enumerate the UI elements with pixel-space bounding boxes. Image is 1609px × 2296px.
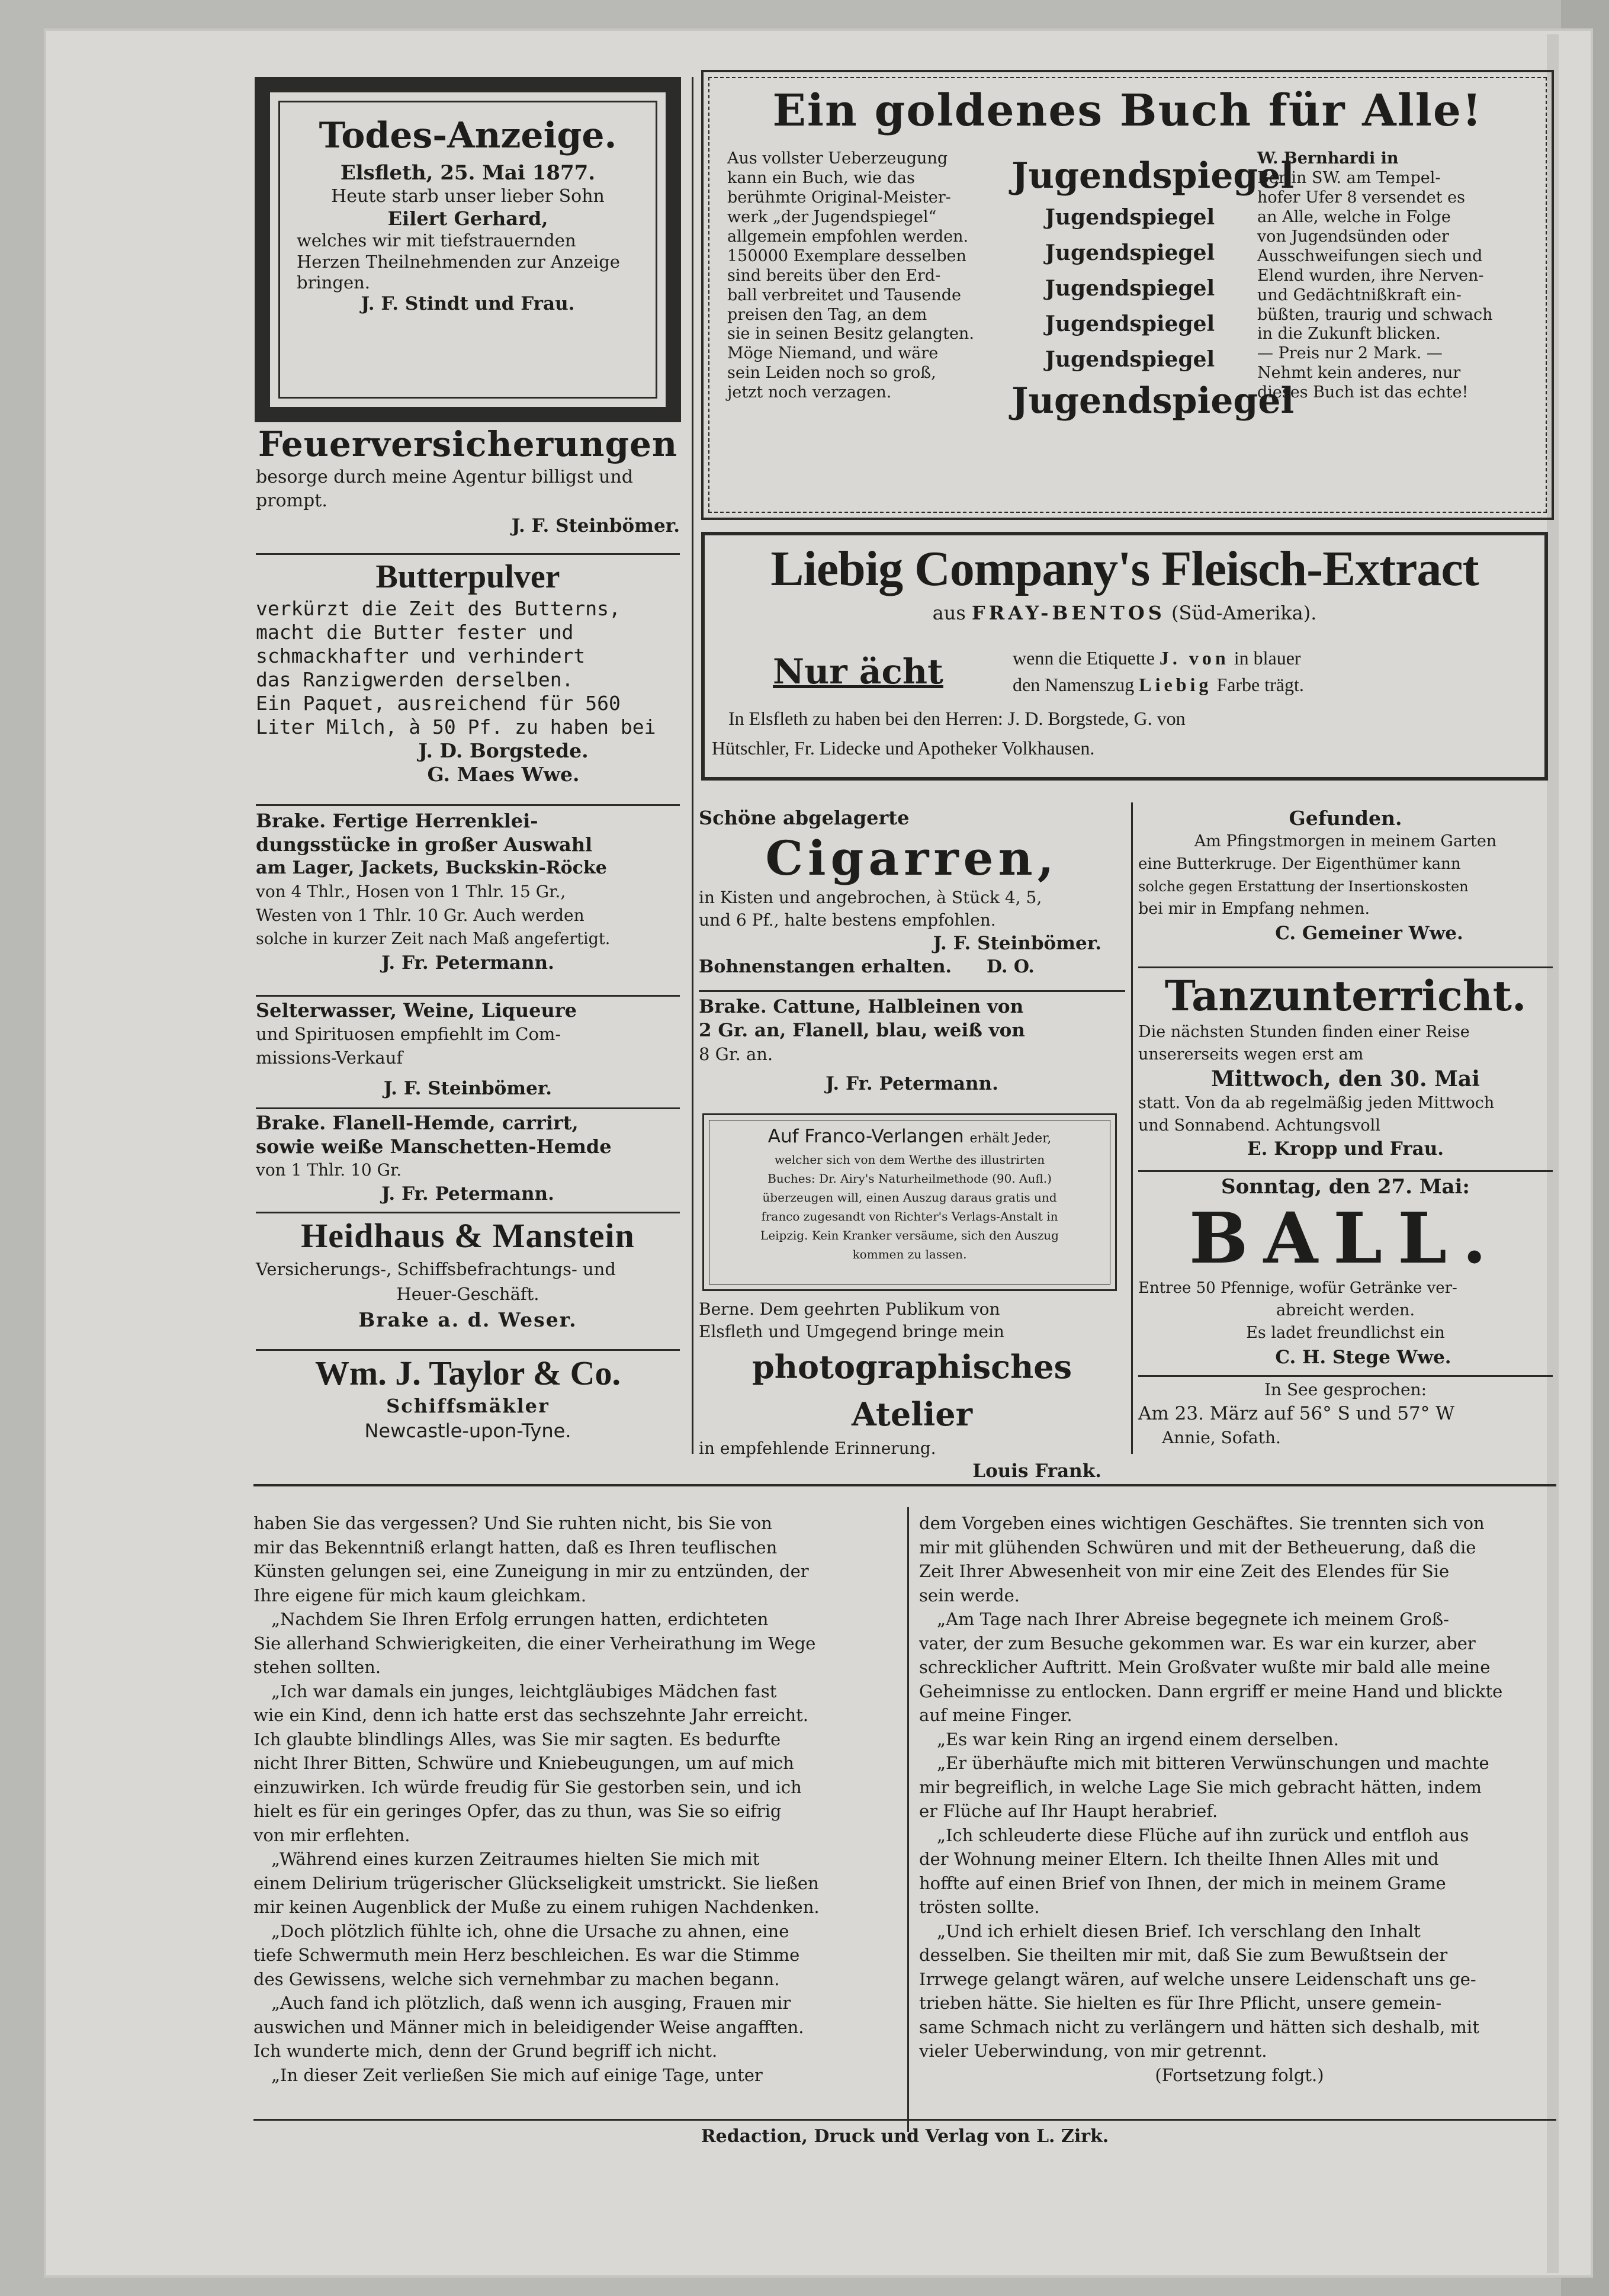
golden-book-left-line: sind bereits über den Erd- bbox=[727, 266, 941, 285]
golden-book-left-line: berühmte Original-Meister- bbox=[727, 188, 951, 207]
story-line: „Doch plötzlich fühlte ich, ohne die Ursache zu ahnen, eine bbox=[271, 1921, 789, 1941]
story-line: desselben. Sie theilten mir mit, daß Sie zum Bewußtsein der bbox=[919, 1945, 1448, 1965]
golden-book-right-line: in die Zukunft blicken. bbox=[1257, 325, 1441, 343]
story-line: „Und ich erhielt diesen Brief. Ich verschlang den Inhalt bbox=[937, 1921, 1421, 1941]
ad-divider bbox=[1138, 966, 1553, 968]
dance-lessons-line: statt. Von da ab regelmäßig jeden Mittwoch bbox=[1138, 1094, 1495, 1112]
golden-book-center-title: Jugendspiegel bbox=[1011, 380, 1295, 422]
golden-book-ad bbox=[701, 70, 1554, 520]
cigars-ad bbox=[699, 807, 1125, 990]
cigars-title: Cigarren, bbox=[765, 830, 1059, 887]
at-sea-title: In See gesprochen: bbox=[1264, 1380, 1427, 1399]
dance-lessons-date: Mittwoch, den 30. Mai bbox=[1211, 1067, 1480, 1091]
cotton-line: 8 Gr. an. bbox=[699, 1044, 773, 1064]
franco-title-line bbox=[722, 1125, 1097, 1150]
story-line: dem Vorgeben eines wichtigen Geschäftes. Sie trennten sich von bbox=[919, 1513, 1485, 1533]
menswear-line: dungsstücke in großer Auswahl bbox=[256, 833, 593, 856]
dance-lessons-line: Die nächsten Stunden finden einer Reise bbox=[1138, 1023, 1470, 1041]
heidhaus-manstein-line: Heuer-Geschäft. bbox=[396, 1284, 539, 1304]
mineral-water-ad bbox=[256, 998, 680, 1111]
menswear-line: Westen von 1 Thlr. 10 Gr. Auch werden bbox=[256, 905, 584, 925]
story-line: einzuwirken. Ich würde freudig für Sie gestorben sein, und ich bbox=[253, 1777, 802, 1797]
dance-lessons-ad bbox=[1138, 971, 1553, 1167]
found-ad bbox=[1138, 807, 1553, 966]
golden-book-right-line: W. Bernhardi in bbox=[1257, 149, 1399, 168]
story-line: tiefe Schwermuth mein Herz beschleichen. Es war die Stimme bbox=[253, 1945, 800, 1965]
franco-line: Buches: Dr. Airy's Naturheilmethode (90. Aufl.) bbox=[767, 1171, 1052, 1186]
story-line: mir begreiflich, in welche Lage Sie mich gebracht hätten, indem bbox=[919, 1777, 1482, 1797]
ball-signature: C. H. Stege Wwe. bbox=[1275, 1347, 1451, 1368]
death-notice-name: Eilert Gerhard, bbox=[387, 207, 548, 230]
death-notice-line: welches wir mit tiefstrauernden bbox=[297, 230, 576, 251]
menswear-line: Brake. Fertige Herrenklei- bbox=[256, 810, 538, 832]
story-line: Zeit Ihrer Abwesenheit von mir eine Zeit des Elendes für Sie bbox=[919, 1561, 1450, 1581]
golden-book-center-item: Jugendspiegel bbox=[1045, 205, 1215, 230]
menswear-signature: J. Fr. Petermann. bbox=[381, 952, 554, 974]
story-line: nicht Ihrer Bitten, Schwüre und Kniebeugungen, um auf mich bbox=[253, 1753, 794, 1773]
golden-book-title: Ein goldenes Buch für Alle! bbox=[772, 85, 1483, 136]
butter-powder-line: Liter Milch, à 50 Pf. zu haben bei bbox=[256, 715, 656, 739]
taylor-ad bbox=[256, 1353, 680, 1459]
golden-book-left-line: jetzt noch verzagen. bbox=[727, 383, 892, 402]
golden-book-center-item: Jugendspiegel bbox=[1045, 276, 1215, 301]
golden-book-left-text bbox=[727, 149, 1006, 403]
fire-insurance-ad bbox=[256, 423, 680, 548]
section-divider bbox=[253, 1484, 1556, 1486]
golden-book-left-line: sie in seinen Besitz gelangten. bbox=[727, 325, 974, 343]
butter-powder-line: das Ranzigwerden derselben. bbox=[256, 668, 574, 692]
butter-powder-seller: G. Maes Wwe. bbox=[427, 763, 580, 786]
found-line: Am Pfingstmorgen in meinem Garten bbox=[1194, 832, 1497, 850]
golden-book-left-line: preisen den Tag, an dem bbox=[727, 305, 927, 324]
golden-book-right-line: — Preis nur 2 Mark. — bbox=[1257, 344, 1443, 363]
liebig-origin bbox=[705, 602, 1544, 625]
liebig-line bbox=[1013, 673, 1304, 696]
flannel-shirt-ad bbox=[256, 1111, 680, 1212]
photo-studio-signature: Louis Frank. bbox=[972, 1460, 1101, 1482]
story-line: schrecklicher Auftritt. Mein Großvater wußte mir bald alle meine bbox=[919, 1657, 1491, 1677]
menswear-line: von 4 Thlr., Hosen von 1 Thlr. 15 Gr., bbox=[256, 882, 566, 901]
butter-powder-title: Butterpulver bbox=[375, 558, 560, 595]
story-right-column bbox=[919, 1511, 1560, 2087]
liebig-line: In Elsfleth zu haben bei den Herren: J. D. Borgstede, G. von bbox=[728, 708, 1186, 729]
franco-title: Auf Franco-Verlangen bbox=[767, 1126, 964, 1147]
bean-poles-line bbox=[699, 955, 1125, 979]
cotton-line: Brake. Cattune, Halbleinen von bbox=[699, 996, 1024, 1017]
ball-line: Entree 50 Pfennige, wofür Getränke ver- bbox=[1138, 1279, 1457, 1297]
liebig-nur-aecht: Nur ächt bbox=[773, 651, 943, 692]
cotton-signature: J. Fr. Petermann. bbox=[826, 1073, 998, 1094]
ball-title: BALL. bbox=[1189, 1197, 1502, 1279]
golden-book-right-line: dieses Buch ist das echte! bbox=[1257, 383, 1469, 402]
story-line: mir keinen Augenblick der Muße zu einem ruhigen Nachdenken. bbox=[253, 1897, 820, 1917]
story-line: wie ein Kind, denn ich hatte erst das sechszehnte Jahr erreicht. bbox=[253, 1705, 808, 1725]
menswear-line: am Lager, Jackets, Buckskin-Röcke bbox=[256, 858, 607, 878]
dance-lessons-line: unsererseits wegen erst am bbox=[1138, 1045, 1364, 1064]
story-left-column bbox=[253, 1511, 894, 2087]
photo-studio-line: Elsfleth und Umgegend bringe mein bbox=[699, 1322, 1004, 1341]
story-line: auf meine Finger. bbox=[919, 1705, 1072, 1725]
story-line: trieben hätte. Sie hielten es für Ihre Pflicht, unsere gemein- bbox=[919, 1993, 1442, 2013]
footer-divider bbox=[253, 2119, 1556, 2121]
story-line: von mir erflehten. bbox=[253, 1825, 410, 1845]
golden-book-right-line: Ausschweifungen siech und bbox=[1257, 246, 1483, 265]
ball-line: abreicht werden. bbox=[1276, 1301, 1415, 1319]
death-notice-line: Herzen Theilnehmenden zur Anzeige bbox=[297, 251, 620, 272]
found-title: Gefunden. bbox=[1289, 807, 1402, 830]
butter-powder-seller: J. D. Borgstede. bbox=[418, 739, 589, 763]
story-line: trösten sollte. bbox=[919, 1897, 1040, 1917]
story-line: Irrwege gelangt wären, auf welche unsere Leidenschaft uns ge- bbox=[919, 1969, 1476, 1989]
story-line: „Auch fand ich plötzlich, daß wenn ich ausging, Frauen mir bbox=[271, 1993, 791, 2013]
mineral-water-line: missions-Verkauf bbox=[256, 1048, 403, 1068]
story-line: „Am Tage nach Ihrer Abreise begegnete ich meinem Groß- bbox=[937, 1609, 1449, 1629]
story-continued: (Fortsetzung folgt.) bbox=[1155, 2064, 1324, 2085]
cigars-line: und 6 Pf., halte bestens empfohlen. bbox=[699, 910, 996, 930]
found-signature: C. Gemeiner Wwe. bbox=[1275, 923, 1463, 944]
story-line: vieler Ueberwindung, von mir getrennt. bbox=[919, 2041, 1267, 2061]
taylor-place: Newcastle-upon-Tyne. bbox=[364, 1420, 571, 1442]
story-line: stehen sollten. bbox=[253, 1657, 381, 1677]
liebig-line-part: Liebig bbox=[1139, 674, 1212, 695]
franco-line: franco zugesandt von Richter's Verlags-Anstalt in bbox=[761, 1209, 1058, 1224]
column-divider bbox=[692, 77, 693, 1454]
mineral-water-signature: J. F. Steinbömer. bbox=[383, 1078, 553, 1099]
dance-lessons-signature: E. Kropp und Frau. bbox=[1247, 1138, 1444, 1160]
heidhaus-manstein-place: Brake a. d. Weser. bbox=[358, 1308, 577, 1331]
death-notice-date: Elsfleth, 25. Mai 1877. bbox=[340, 161, 596, 185]
liebig-line-part: Farbe trägt. bbox=[1216, 674, 1304, 695]
bean-poles-signature: D. O. bbox=[987, 956, 1035, 978]
imprint-footer: Redaction, Druck und Verlag von L. Zirk. bbox=[701, 2126, 1109, 2147]
golden-book-left-line: Aus vollster Ueberzeugung bbox=[727, 149, 948, 168]
liebig-line-part: in blauer bbox=[1234, 647, 1301, 669]
golden-book-center-item: Jugendspiegel bbox=[1045, 347, 1215, 372]
story-line: sein werde. bbox=[919, 1585, 1020, 1605]
ad-divider bbox=[1138, 1375, 1553, 1377]
flannel-shirt-line: Brake. Flanell-Hemde, carrirt, bbox=[256, 1112, 579, 1134]
butter-powder-ad bbox=[256, 557, 680, 799]
menswear-ad bbox=[256, 809, 680, 987]
butter-powder-line: schmackhafter und verhindert bbox=[256, 644, 586, 668]
liebig-origin-suffix: (Süd-Amerika). bbox=[1171, 602, 1317, 624]
story-line: er Flüche auf Ihr Haupt herabrief. bbox=[919, 1801, 1218, 1821]
liebig-line-part: wenn die Etiquette bbox=[1013, 647, 1155, 669]
butter-powder-line: Ein Paquet, ausreichend für 560 bbox=[256, 692, 621, 715]
ad-divider bbox=[256, 1349, 680, 1351]
story-line: vater, der zum Besuche gekommen war. Es war ein kurzer, aber bbox=[919, 1633, 1476, 1653]
story-line: Sie allerhand Schwierigkeiten, die einer Verheirathung im Wege bbox=[253, 1633, 816, 1653]
ad-divider bbox=[699, 990, 1125, 992]
story-line: „Es war kein Ring an irgend einem derselben. bbox=[937, 1729, 1339, 1749]
photo-studio-ad bbox=[699, 1298, 1125, 1482]
story-line: Geheimnisse zu entlocken. Dann ergriff er meine Hand und blickte bbox=[919, 1681, 1503, 1701]
at-sea-line: Am 23. März auf 56° S und 57° W bbox=[1138, 1403, 1454, 1424]
golden-book-left-line: sein Leiden noch so groß, bbox=[727, 364, 936, 383]
death-notice-line: Heute starb unser lieber Sohn bbox=[331, 185, 605, 207]
golden-book-right-line: büßten, traurig und schwach bbox=[1257, 305, 1493, 324]
franco-line: überzeugen will, einen Auszug daraus gratis und bbox=[762, 1190, 1057, 1205]
story-line: Künsten gelungen sei, eine Zuneigung in mir zu entzünden, der bbox=[253, 1561, 809, 1581]
flannel-shirt-line: von 1 Thlr. 10 Gr. bbox=[256, 1160, 402, 1180]
photo-studio-line: Berne. Dem geehrten Publikum von bbox=[699, 1299, 1000, 1319]
franco-title-suffix: erhält Jeder, bbox=[969, 1131, 1052, 1146]
story-line: des Gewissens, welche sich vernehmbar zu machen begann. bbox=[253, 1969, 780, 1989]
mineral-water-line: und Spirituosen empfiehlt im Com- bbox=[256, 1024, 561, 1044]
death-notice-title: Todes-Anzeige. bbox=[319, 115, 617, 156]
column-divider bbox=[1131, 802, 1133, 1454]
golden-book-center-item: Jugendspiegel bbox=[1045, 312, 1215, 336]
ad-divider bbox=[256, 804, 680, 806]
ad-divider bbox=[1138, 1170, 1553, 1172]
heidhaus-manstein-ad bbox=[256, 1215, 680, 1351]
golden-book-left-line: kann ein Buch, wie das bbox=[727, 168, 915, 187]
ball-line: Es ladet freundlichst ein bbox=[1246, 1324, 1445, 1342]
ad-divider bbox=[256, 1107, 680, 1109]
butter-powder-line: macht die Butter fester und bbox=[256, 621, 574, 644]
golden-book-left-line: 150000 Exemplare desselben bbox=[727, 246, 966, 265]
liebig-line: Hütschler, Fr. Lidecke und Apotheker Volkhausen. bbox=[712, 737, 1095, 759]
liebig-line-part: den Namenszug bbox=[1013, 674, 1135, 695]
heidhaus-manstein-title: Heidhaus & Manstein bbox=[301, 1216, 635, 1255]
liebig-line bbox=[1013, 647, 1301, 670]
golden-book-left-line: werk „der Jugendspiegel“ bbox=[727, 207, 937, 226]
ad-divider bbox=[256, 995, 680, 997]
ball-date: Sonntag, den 27. Mai: bbox=[1221, 1175, 1470, 1199]
golden-book-center-item: Jugendspiegel bbox=[1045, 240, 1215, 265]
death-notice-ad bbox=[255, 77, 681, 422]
fire-insurance-title: Feuerversicherungen bbox=[258, 424, 678, 464]
dance-lessons-line: und Sonnabend. Achtungsvoll bbox=[1138, 1116, 1380, 1135]
franco-ad bbox=[702, 1113, 1117, 1291]
butter-powder-line: verkürzt die Zeit des Butterns, bbox=[256, 597, 621, 621]
story-line: „Nachdem Sie Ihren Erfolg errungen hatten, erdichteten bbox=[271, 1609, 769, 1629]
golden-book-right-line: an Alle, welche in Folge bbox=[1257, 207, 1451, 226]
golden-book-right-line: von Jugendsünden oder bbox=[1257, 227, 1449, 246]
bean-poles-text: Bohnenstangen erhalten. bbox=[699, 956, 952, 978]
mineral-water-line: Selterwasser, Weine, Liqueure bbox=[256, 999, 577, 1022]
photo-studio-title: photographisches Atelier bbox=[751, 1348, 1072, 1433]
heidhaus-manstein-line: Versicherungs-, Schiffsbefrachtungs- und bbox=[256, 1259, 616, 1279]
death-notice-line: bringen. bbox=[297, 272, 371, 293]
liebig-ad bbox=[701, 532, 1548, 781]
at-sea-line: Annie, Sofath. bbox=[1162, 1428, 1281, 1447]
story-line: mir mit glühenden Schwüren und mit der Betheuerung, daß die bbox=[919, 1537, 1476, 1558]
ball-ad bbox=[1138, 1174, 1553, 1375]
taylor-title: Wm. J. Taylor & Co. bbox=[314, 1354, 621, 1392]
golden-book-right-line: Nehmt kein anderes, nur bbox=[1257, 364, 1461, 383]
ad-divider bbox=[256, 1212, 680, 1213]
story-line: auswichen und Männer mich in beleidigender Weise angafften. bbox=[253, 2016, 804, 2037]
found-line: eine Butterkruge. Der Eigenthümer kann bbox=[1138, 855, 1461, 873]
golden-book-right-line: und Gedächtnißkraft ein- bbox=[1257, 285, 1462, 304]
golden-book-center-title: Jugendspiegel bbox=[1011, 155, 1295, 197]
golden-book-left-line: Möge Niemand, und wäre bbox=[727, 344, 939, 363]
cotton-ad bbox=[699, 995, 1125, 1107]
story-line: „Während eines kurzen Zeitraumes hielten Sie mich mit bbox=[271, 1849, 760, 1869]
golden-book-right-line: hofer Ufer 8 versendet es bbox=[1257, 188, 1465, 207]
franco-line: Leipzig. Kein Kranker versäume, sich den Auszug bbox=[760, 1228, 1059, 1242]
golden-book-right-line: Berlin SW. am Tempel- bbox=[1257, 168, 1441, 187]
found-line: bei mir in Empfang nehmen. bbox=[1138, 900, 1370, 918]
dance-lessons-title: Tanzunterricht. bbox=[1164, 971, 1527, 1020]
cotton-line: 2 Gr. an, Flanell, blau, weiß von bbox=[699, 1020, 1025, 1041]
story-line: der Wohnung meiner Eltern. Ich theilte Ihnen Alles mit und bbox=[919, 1849, 1439, 1869]
photo-studio-after: in empfehlende Erinnerung. bbox=[699, 1438, 936, 1458]
liebig-origin-place: FRAY-BENTOS bbox=[971, 602, 1165, 624]
franco-line: welcher sich von dem Werthe des illustrirten bbox=[774, 1152, 1045, 1167]
story-line: hielt es für ein geringes Opfer, das zu thun, was Sie so eifrig bbox=[253, 1801, 782, 1821]
story-line: Ich glaubte blindlings Alles, was Sie mir sagten. Es bedurfte bbox=[253, 1729, 781, 1749]
golden-book-left-line: ball verbreitet und Tausende bbox=[727, 285, 961, 304]
golden-book-center bbox=[1011, 152, 1295, 425]
death-notice-signature: J. F. Stindt und Frau. bbox=[361, 293, 575, 315]
story-line: haben Sie das vergessen? Und Sie ruhten nicht, bis Sie von bbox=[253, 1513, 772, 1533]
golden-book-left-line: allgemein empfohlen werden. bbox=[727, 227, 969, 246]
at-sea-ad bbox=[1138, 1379, 1553, 1456]
liebig-line-part: J. von bbox=[1159, 647, 1229, 669]
story-line: same Schmach nicht zu verlängern und hätten sich deshalb, mit bbox=[919, 2016, 1479, 2037]
taylor-sub: Schiffsmäkler bbox=[386, 1395, 550, 1417]
cigars-pre: Schöne abgelagerte bbox=[699, 807, 910, 829]
liebig-origin-prefix: aus bbox=[932, 602, 966, 624]
menswear-line: solche in kurzer Zeit nach Maß angefertigt. bbox=[256, 930, 611, 948]
story-column-divider bbox=[907, 1507, 909, 2132]
story-line: „Ich schleuderte diese Flüche auf ihn zurück und entfloh aus bbox=[937, 1825, 1469, 1845]
franco-line: kommen zu lassen. bbox=[852, 1247, 967, 1261]
ad-divider bbox=[256, 553, 680, 555]
cigars-line: in Kisten und angebrochen, à Stück 4, 5, bbox=[699, 888, 1042, 908]
golden-book-right-line: Elend wurden, ihre Nerven- bbox=[1257, 266, 1484, 285]
liebig-title: Liebig Company's Fleisch-Extract bbox=[770, 541, 1479, 596]
story-line: „Ich war damals ein junges, leichtgläubiges Mädchen fast bbox=[271, 1681, 777, 1701]
story-line: Ich wunderte mich, denn der Grund begriff ich nicht. bbox=[253, 2041, 718, 2061]
story-line: einem Delirium trügerischer Glückseligkeit umstrickt. Sie ließen bbox=[253, 1873, 819, 1893]
story-line: hoffte auf einen Brief von Ihnen, der mich in meinem Grame bbox=[919, 1873, 1446, 1893]
story-line: „Er überhäufte mich mit bitteren Verwünschungen und machte bbox=[937, 1753, 1489, 1773]
story-line: „In dieser Zeit verließen Sie mich auf einige Tage, unter bbox=[271, 2064, 763, 2085]
story-line: Ihre eigene für mich kaum gleichkam. bbox=[253, 1585, 587, 1605]
cigars-signature: J. F. Steinbömer. bbox=[933, 933, 1101, 955]
flannel-shirt-signature: J. Fr. Petermann. bbox=[381, 1183, 554, 1205]
fire-insurance-signature: J. F. Steinbömer. bbox=[511, 515, 680, 537]
fire-insurance-text: besorge durch meine Agentur billigst und prompt. bbox=[256, 466, 634, 511]
golden-book-right-text bbox=[1257, 149, 1536, 403]
found-line: solche gegen Erstattung der Insertionskosten bbox=[1138, 878, 1469, 895]
flannel-shirt-line: sowie weiße Manschetten-Hemde bbox=[256, 1135, 612, 1158]
story-line: mir das Bekenntniß erlangt hatten, daß es Ihren teuflischen bbox=[253, 1537, 778, 1558]
